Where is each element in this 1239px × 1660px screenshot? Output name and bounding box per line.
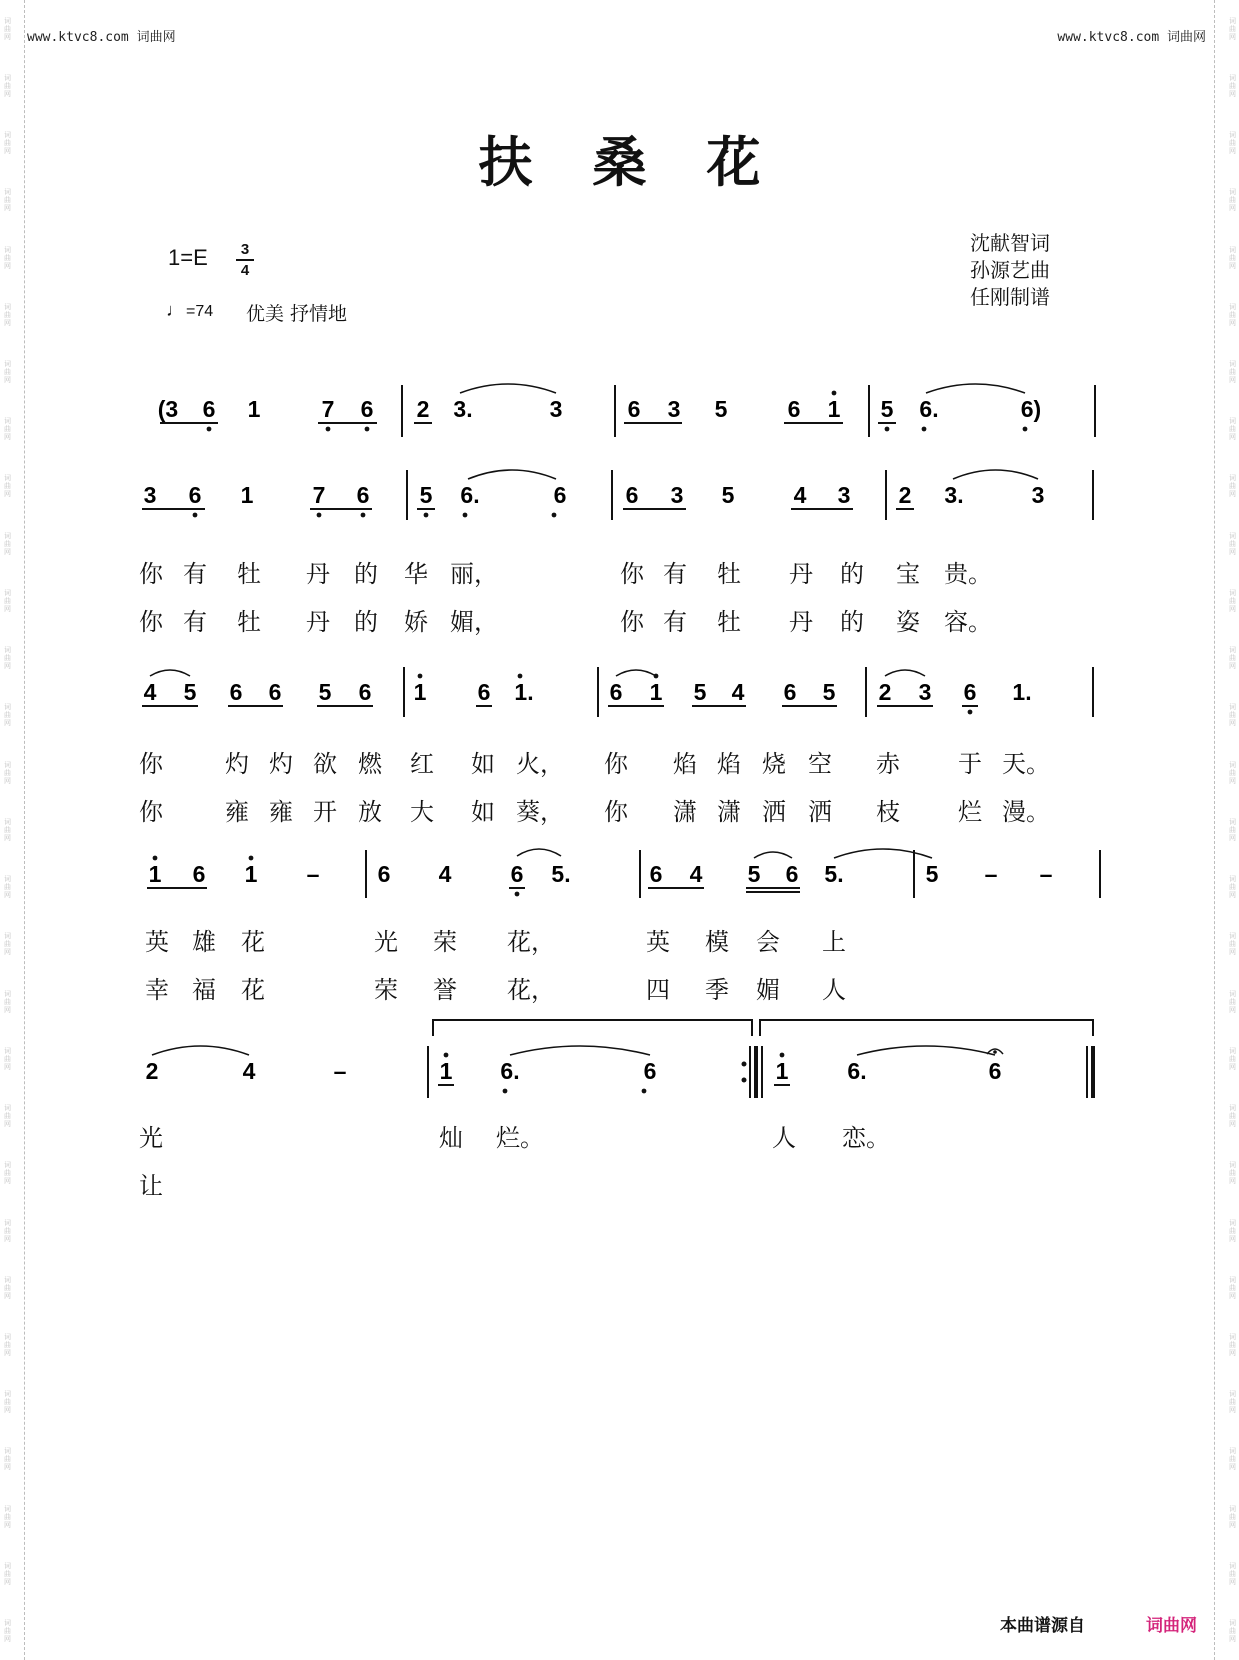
lyric-syllable: 丹 [789,608,813,636]
key-signature: 1=E [168,245,208,270]
repeat-dot [742,1062,747,1067]
watermark-strip-text: 词曲网 [3,417,12,442]
lyric-syllable: 会 [756,928,780,956]
tie-slur [885,670,925,676]
jianpu-note: 3 [667,396,681,422]
watermark-strip-text: 词曲网 [1228,1046,1237,1071]
lyric-syllable: 丹 [306,608,330,636]
jianpu-note: 3 [143,482,157,508]
site-watermark-right: www.ktvc8.com 词曲网 [1057,30,1206,45]
jianpu-note: 6. [919,396,939,422]
jianpu-note: 1 [775,1058,789,1084]
jianpu-note: 1 [247,396,261,422]
lyric-syllable: 宝 [896,560,920,588]
jianpu-note: 3 [549,396,563,422]
watermark-strip-text: 词曲网 [1228,875,1237,900]
watermark-strip-text: 词曲网 [3,932,12,957]
lyric-syllable: 空 [808,750,832,778]
tie-slur [616,670,656,676]
watermark-strip-text: 词曲网 [3,1161,12,1186]
jianpu-note: 6 [785,861,799,887]
jianpu-note: 6 [360,396,374,422]
lyric-syllable: 丽， [450,560,498,588]
watermark-strip-text: 词曲网 [1228,1218,1237,1243]
upper-octave-dot [832,391,837,396]
lyric-syllable: 如 [471,798,495,826]
lyric-syllable: 雍 [269,798,293,826]
jianpu-note: 6 [783,679,797,705]
jianpu-note: 6 [553,482,567,508]
lyric-syllable: 上 [822,928,846,956]
tempo-value: =74 [186,303,214,320]
watermark-strip-text: 词曲网 [1228,1275,1237,1300]
watermark-strip-text: 词曲网 [3,760,12,785]
jianpu-note: 1 [649,679,663,705]
jianpu-note: 7 [312,482,326,508]
tie-slur [754,852,792,858]
lyric-syllable: 烂。 [496,1124,544,1152]
lower-octave-dot [642,1089,647,1094]
watermark-strip-text: 词曲网 [1228,1619,1237,1644]
jianpu-note: 6) [1020,396,1042,422]
jianpu-note: 6 [358,679,372,705]
watermark-strip-text: 词曲网 [1228,1390,1237,1415]
lyric-syllable: 的 [354,608,378,636]
jianpu-note: 6 [268,679,282,705]
watermark-strip-text: 词曲网 [3,1046,12,1071]
jianpu-note: 2 [878,679,892,705]
jianpu-note: 5 [318,679,332,705]
lyric-syllable: 贵。 [944,560,992,588]
song-title: 扶桑花 [478,130,821,194]
watermark-strip-text: 词曲网 [1228,188,1237,213]
lyric-row-verse2-a [0,602,1239,634]
watermark-strip-text: 词曲网 [3,703,12,728]
arranger-credit: 任刚制谱 [970,285,1050,309]
watermark-strip-text: 词曲网 [3,474,12,499]
lyric-syllable: 季 [705,976,729,1004]
lyric-syllable: 你 [139,798,163,826]
tie-slur [152,1046,249,1055]
watermark-strip-text: 词曲网 [3,817,12,842]
expression-marking: 优美 抒情地 [246,303,348,325]
watermark-strip-text: 词曲网 [1228,588,1237,613]
tie-slur [926,384,1025,393]
footer-source-text: 本曲谱源自 [1000,1616,1085,1636]
quarter-note-icon: ♩ [166,300,184,320]
watermark-strip-text: 词曲网 [1228,531,1237,556]
lower-octave-dot [503,1089,508,1094]
jianpu-note: 2 [416,396,430,422]
watermark-strip-text: 词曲网 [1228,73,1237,98]
watermark-strip-text: 词曲网 [3,1333,12,1357]
jianpu-note: 4 [689,861,703,887]
lyric-syllable: 于 [958,750,982,778]
lower-octave-dot [193,513,198,518]
lyric-syllable: 媚 [756,976,780,1004]
watermark-strip-text: 词曲网 [1228,989,1237,1014]
watermark-strip-text: 词曲网 [1228,16,1237,41]
watermark-strip-text: 词曲网 [1228,760,1237,785]
watermark-strip-text: 词曲网 [3,1218,12,1243]
lyric-syllable: 红 [410,750,434,778]
lower-octave-dot [424,513,429,518]
watermark-strip-text: 词曲网 [1228,131,1237,156]
lyric-syllable: 荣 [374,976,398,1004]
jianpu-note: 1 [148,861,162,887]
watermark-strip-text: 词曲网 [1228,817,1237,842]
lyric-syllable: 你 [139,608,163,636]
jianpu-note: 1 [827,396,841,422]
watermark-strip-text: 词曲网 [3,16,12,41]
watermark-strip-text: 词曲网 [1228,360,1237,385]
lyric-syllable: 恋。 [842,1124,890,1152]
jianpu-note: 6 [188,482,202,508]
upper-octave-dot [249,856,254,861]
lyric-row-verse1-c [0,922,1239,957]
watermark-strip-text: 词曲网 [1228,1447,1237,1472]
lyric-syllable: 雄 [192,928,216,956]
jianpu-note: 5 [183,679,197,705]
lower-octave-dot [361,513,366,518]
jianpu-note: 5. [824,861,844,887]
jianpu-note: 3 [918,679,932,705]
lyric-syllable: 光 [139,1124,163,1152]
lyric-syllable: 你 [604,798,628,826]
jianpu-note: 6 [477,679,491,705]
jianpu-note: 5 [721,482,735,508]
watermark-strip-text: 词曲网 [1228,646,1237,671]
jianpu-note: 1. [514,679,534,705]
lyric-syllable: 幸 [145,976,169,1004]
upper-octave-dot [518,674,523,679]
lyric-syllable: 四 [646,976,670,1004]
tie-slur [510,1046,650,1055]
lyric-syllable: 焰 [717,750,741,778]
jianpu-note: 6 [988,1058,1002,1084]
jianpu-note: 6 [609,679,623,705]
jianpu-note: 5 [822,679,836,705]
lyric-syllable: 天。 [1002,750,1050,778]
fermata-dot [993,1050,997,1054]
lyric-syllable: 花， [507,928,555,956]
watermark-strip-text: 词曲网 [1228,1561,1237,1586]
watermark-strip-text: 词曲网 [3,646,12,671]
jianpu-note: 1. [1012,679,1032,705]
lower-octave-dot [885,427,890,432]
lyric-syllable: 英 [646,928,670,956]
lyric-syllable: 丹 [789,560,813,588]
watermark-strip-text: 词曲网 [1228,302,1237,327]
watermark-strip-text: 词曲网 [3,360,12,385]
jianpu-note: – [333,1058,347,1084]
lyric-syllable: 荣 [433,928,457,956]
tie-slur [834,849,932,858]
lyric-row-verse2-b [0,792,1239,824]
jianpu-note: 6. [847,1058,867,1084]
lyric-syllable: 牡 [717,560,741,588]
lyric-syllable: 英 [145,928,169,956]
jianpu-note: – [306,861,320,887]
tie-slur [468,470,556,479]
watermark-strip-text: 词曲网 [1228,932,1237,957]
watermark-strip-text: 词曲网 [3,1104,12,1129]
jianpu-note: 5. [551,861,571,887]
jianpu-note: 6 [192,861,206,887]
lyric-syllable: 漫。 [1002,798,1050,826]
lyric-syllable: 葵， [516,798,564,826]
lyric-syllable: 有 [183,608,207,636]
watermark-strip-text: 词曲网 [1228,417,1237,442]
jianpu-note: 6 [202,396,216,422]
lyric-syllable: 容。 [944,608,992,636]
lyric-syllable: 有 [663,608,687,636]
lyric-syllable: 牡 [717,608,741,636]
watermark-strip-text: 词曲网 [3,588,12,613]
footer-brand-link[interactable]: 词曲网 [1146,1616,1197,1636]
lyric-syllable: 你 [604,750,628,778]
watermark-strip-text: 词曲网 [3,875,12,900]
lyricist-credit: 沈献智词 [970,231,1050,255]
lyric-syllable: 人 [822,976,846,1004]
jianpu-note: 5 [714,396,728,422]
jianpu-note: 2 [898,482,912,508]
lyric-syllable: 的 [354,560,378,588]
lyric-row-verse1-d [0,1118,1239,1150]
jianpu-note: 5 [419,482,433,508]
jianpu-note: 6 [625,482,639,508]
tie-slur [953,470,1038,479]
lyric-syllable: 誉 [433,976,457,1004]
lyric-syllable: 灿 [439,1124,463,1152]
jianpu-note: 3 [1031,482,1045,508]
lyric-syllable: 福 [192,976,216,1004]
lower-octave-dot [968,710,973,715]
lower-octave-dot [515,892,520,897]
watermark-strip-text: 词曲网 [3,1275,12,1300]
lyric-syllable: 你 [620,608,644,636]
jianpu-note: (3 [157,396,179,422]
upper-octave-dot [780,1053,785,1058]
watermark-strip-text: 词曲网 [1228,1504,1237,1529]
jianpu-note: 6. [460,482,480,508]
lyric-syllable: 牡 [237,560,261,588]
watermark-strip-text: 词曲网 [3,1619,12,1644]
jianpu-note: 6 [643,1058,657,1084]
lyric-row-verse2-d [0,1166,1239,1198]
watermark-strip-text: 词曲网 [3,245,12,270]
lower-octave-dot [317,513,322,518]
jianpu-note: 6 [649,861,663,887]
lyric-syllable: 有 [183,560,207,588]
lyric-syllable: 焰 [673,750,697,778]
lyric-syllable: 的 [840,608,864,636]
watermark-strip-text: 词曲网 [3,1561,12,1586]
jianpu-note: 6 [963,679,977,705]
jianpu-note: 3 [837,482,851,508]
lyric-syllable: 潇 [673,798,697,826]
jianpu-note: 5 [747,861,761,887]
jianpu-note: 2 [145,1058,159,1084]
lyric-syllable: 人 [772,1124,796,1152]
watermark-strip-text: 词曲网 [3,989,12,1014]
lyric-syllable: 火， [516,750,564,778]
lyric-syllable: 花， [507,976,555,1004]
watermark-strip-text: 词曲网 [3,1504,12,1529]
jianpu-note: 1 [439,1058,453,1084]
jianpu-note: 1 [240,482,254,508]
watermark-strip-text: 词曲网 [1228,1333,1237,1357]
lyric-syllable: 开 [313,798,337,826]
lyric-syllable: 丹 [306,560,330,588]
lyric-syllable: 燃 [358,750,382,778]
lyric-syllable: 洒 [762,798,786,826]
lyric-row-verse1-a [0,554,1239,586]
watermark-strip-text: 词曲网 [3,131,12,156]
volta-bracket-2 [760,1020,1093,1036]
watermark-strip-text: 词曲网 [1228,703,1237,728]
lyric-syllable: 娇 [404,608,428,636]
jianpu-note: 3. [944,482,964,508]
lyric-syllable: 烧 [762,750,786,778]
lyric-syllable: 牡 [237,608,261,636]
lyric-row-verse2-c [0,970,1239,1002]
lower-octave-dot [922,427,927,432]
lyric-syllable: 烂 [958,798,982,826]
jianpu-note: 3 [670,482,684,508]
site-watermark-left: www.ktvc8.com 词曲网 [27,30,176,45]
jianpu-note: 4 [242,1058,256,1084]
lyric-syllable: 你 [139,750,163,778]
jianpu-note: 6 [229,679,243,705]
jianpu-note: 5 [693,679,707,705]
watermark-strip-text: 词曲网 [3,73,12,98]
jianpu-note: 4 [143,679,157,705]
watermark-strip-text: 词曲网 [3,531,12,556]
lyric-syllable: 灼 [225,750,249,778]
jianpu-note: 4 [438,861,452,887]
lyric-syllable: 放 [358,798,382,826]
lyric-syllable: 灼 [269,750,293,778]
lyric-syllable: 欲 [313,750,337,778]
jianpu-note: 5 [925,861,939,887]
repeat-dot [742,1078,747,1083]
lower-octave-dot [552,513,557,518]
watermark-strip-text: 词曲网 [3,1447,12,1472]
upper-octave-dot [418,674,423,679]
upper-octave-dot [153,856,158,861]
lyric-syllable: 媚， [450,608,498,636]
lyric-syllable: 大 [410,798,434,826]
jianpu-note: 4 [793,482,807,508]
lyric-syllable: 光 [374,928,398,956]
lyric-syllable: 姿 [896,608,920,636]
jianpu-note: 6. [500,1058,520,1084]
watermark-strip-text: 词曲网 [3,188,12,213]
lyric-row-verse1-b [0,744,1239,776]
watermark-strip-text: 词曲网 [3,1390,12,1415]
upper-octave-dot [444,1053,449,1058]
watermark-strip-text: 词曲网 [3,302,12,327]
lyric-syllable: 华 [404,560,428,588]
tie-slur [517,849,561,856]
composer-credit: 孙源艺曲 [970,258,1050,282]
lyric-syllable: 洒 [808,798,832,826]
lyric-syllable: 雍 [225,798,249,826]
jianpu-note: 6 [787,396,801,422]
watermark-strip-text: 词曲网 [1228,1104,1237,1129]
jianpu-note: 7 [321,396,335,422]
jianpu-note: 6 [627,396,641,422]
lyric-syllable: 枝 [876,798,900,826]
lyric-syllable: 如 [471,750,495,778]
jianpu-note: 1 [413,679,427,705]
jianpu-note: 6 [510,861,524,887]
lyric-syllable: 你 [139,560,163,588]
lyric-syllable: 的 [840,560,864,588]
watermark-strip-text: 词曲网 [1228,1161,1237,1186]
lower-octave-dot [1023,427,1028,432]
jianpu-note: 4 [731,679,745,705]
lyric-syllable: 你 [620,560,644,588]
meter-top: 3 [240,241,250,258]
lyric-syllable: 让 [139,1172,163,1200]
tie-slur [857,1046,995,1055]
jianpu-note: 5 [880,396,894,422]
lyric-syllable: 模 [705,928,729,956]
jianpu-note: 1 [244,861,258,887]
lower-octave-dot [463,513,468,518]
jianpu-note: 3. [453,396,473,422]
watermark-strip-text: 词曲网 [1228,474,1237,499]
jianpu-note: 6 [377,861,391,887]
tie-slur [460,384,556,393]
lower-octave-dot [326,427,331,432]
meter-bottom: 4 [240,262,250,279]
lyric-syllable: 赤 [876,750,900,778]
lyric-syllable: 花 [241,976,265,1004]
tie-slur [150,670,190,676]
jianpu-note: – [984,861,998,887]
volta-bracket-1 [433,1020,752,1036]
lower-octave-dot [207,427,212,432]
lyric-syllable: 花 [241,928,265,956]
lyric-syllable: 潇 [717,798,741,826]
watermark-strip-text: 词曲网 [1228,245,1237,270]
lower-octave-dot [365,427,370,432]
jianpu-note: 6 [356,482,370,508]
lyric-syllable: 有 [663,560,687,588]
jianpu-note: – [1039,861,1053,887]
